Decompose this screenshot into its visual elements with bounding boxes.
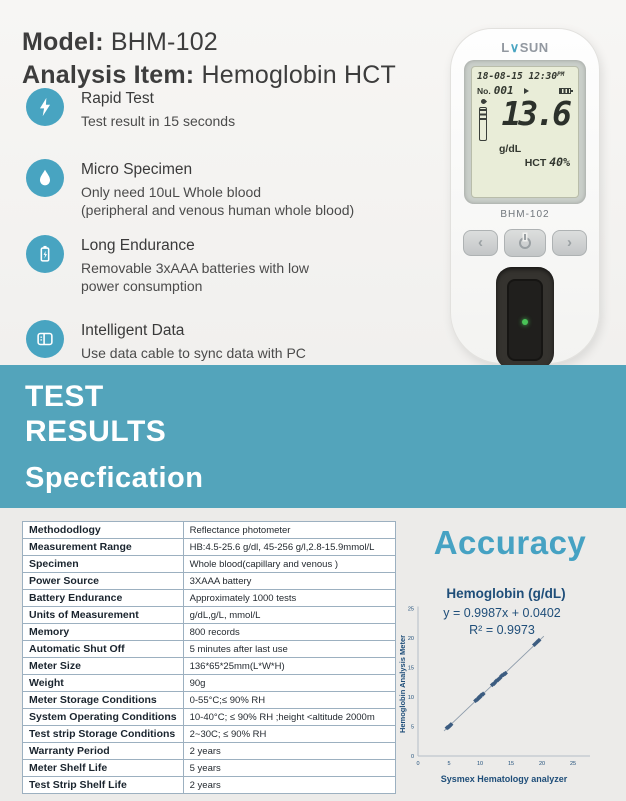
chart-title: Hemoglobin (g/dL) xyxy=(446,586,566,601)
device-buttons xyxy=(451,229,599,257)
lcd-no-value: 001 xyxy=(493,84,514,97)
model-label: Model: xyxy=(22,28,104,56)
y-tick-label: 0 xyxy=(410,754,414,760)
table-row xyxy=(23,607,396,624)
feature-line: Only need 10uL Whole blood xyxy=(81,184,262,201)
feature-text xyxy=(81,320,306,362)
analysis-item-value: Hemoglobin HCT xyxy=(201,60,397,89)
table-row xyxy=(23,743,396,760)
table-row xyxy=(23,590,396,607)
spec-row-label: Automatic Shut Off xyxy=(23,641,184,658)
model-line xyxy=(22,26,396,59)
x-tick-label: 25 xyxy=(569,761,577,767)
y-tick-label: 5 xyxy=(410,724,414,731)
feature-title: Intelligent Data xyxy=(81,321,185,339)
feature-line: Test result in 15 seconds xyxy=(81,113,236,129)
brand-accent: ∨ xyxy=(509,40,520,55)
spec-row-label: Test Strip Shelf Life xyxy=(23,777,184,794)
lcd-result-value: 13.6 xyxy=(501,94,569,133)
drop-icon xyxy=(26,159,64,197)
table-row xyxy=(23,692,396,709)
spec-row-label: Measurement Range xyxy=(23,539,184,556)
spec-row-value: Reflectance photometer xyxy=(183,522,395,539)
bottom-section xyxy=(0,508,626,801)
spec-row-label: Warranty Period xyxy=(23,743,184,760)
battery-icon xyxy=(26,235,64,273)
brand-logo xyxy=(451,40,599,56)
right-arrow-button: › xyxy=(552,230,587,256)
banner-results: RESULTS xyxy=(25,415,167,448)
table-row xyxy=(23,522,396,539)
x-tick-label: 0 xyxy=(416,761,420,767)
lcd-hct-row xyxy=(477,155,573,169)
banner xyxy=(0,365,626,508)
feature-item xyxy=(26,159,391,219)
x-tick-label: 15 xyxy=(507,761,515,767)
device-photo xyxy=(450,28,600,364)
table-row xyxy=(23,726,396,743)
spec-row-value: g/dL,g/L, mmol/L xyxy=(183,607,395,624)
spec-row-value: 10-40°C; ≤ 90% RH ;height <altitude 2000m xyxy=(183,709,395,726)
lcd-screen xyxy=(471,66,579,198)
spec-row-label: Power Source xyxy=(23,573,184,590)
feature-line: (peripheral and venous human whole blood) xyxy=(81,202,355,219)
spec-row-value: Approximately 1000 tests xyxy=(183,590,395,607)
feature-text xyxy=(81,235,309,295)
y-tick-label: 20 xyxy=(407,636,414,642)
feature-line: Removable 3xAAA batteries with low xyxy=(81,259,309,276)
feature-item xyxy=(26,320,391,362)
accuracy-chart xyxy=(398,584,602,794)
table-row xyxy=(23,709,396,726)
table-row xyxy=(23,675,396,692)
spec-row-value: HB:4.5-25.6 g/dl, 45-256 g/l,2.8-15.9mmol/L xyxy=(183,539,395,556)
top-section xyxy=(0,0,626,365)
spec-row-label: Weight xyxy=(23,675,184,692)
lcd-datetime xyxy=(477,71,573,82)
feature-list xyxy=(26,88,391,362)
spec-row-value: 90g xyxy=(183,675,395,692)
x-tick-label: 10 xyxy=(476,761,484,767)
y-tick-label: 10 xyxy=(407,695,414,701)
table-row xyxy=(23,539,396,556)
spec-table xyxy=(22,521,396,794)
device-model-text: BHM-102 xyxy=(500,209,550,220)
spec-row-label: Memory xyxy=(23,624,184,641)
device-body xyxy=(450,28,600,364)
y-axis-label: Hemoglobin Analysis Meter xyxy=(398,634,407,734)
power-button xyxy=(504,229,546,257)
spec-row-value: 2 years xyxy=(183,743,395,760)
y-tick-label: 15 xyxy=(407,665,414,672)
spec-row-label: Meter Shelf Life xyxy=(23,760,184,777)
speaker-icon xyxy=(524,88,529,94)
feature-item xyxy=(26,88,391,130)
x-axis-label: Sysmex Hematology analyzer xyxy=(440,774,568,784)
brand-suffix: SUN xyxy=(519,40,549,55)
model-value: BHM-102 xyxy=(110,28,218,56)
feature-title: Micro Specimen xyxy=(81,161,193,179)
lcd-time: 12:30 xyxy=(528,71,558,82)
spec-row-label: Meter Size xyxy=(23,658,184,675)
feature-text xyxy=(81,88,235,130)
spec-row-label: Battery Endurance xyxy=(23,590,184,607)
blood-drop-icon xyxy=(479,98,486,105)
lcd-date: 18-08-15 xyxy=(477,71,523,82)
spec-row-value: 2 years xyxy=(183,777,395,794)
table-row xyxy=(23,573,396,590)
spec-row-label: Units of Measurement xyxy=(23,607,184,624)
spec-row-label: Meter Storage Conditions xyxy=(23,692,184,709)
accuracy-title: Accuracy xyxy=(433,524,587,561)
spec-row-label: System Operating Conditions xyxy=(23,709,184,726)
brand-prefix: L xyxy=(501,40,510,55)
spec-row-value: 136*65*25mm(L*W*H) xyxy=(183,658,395,675)
data-icon xyxy=(26,320,64,358)
feature-text xyxy=(81,159,354,219)
spec-row-value: 5 years xyxy=(183,760,395,777)
left-arrow-button: ‹ xyxy=(463,230,498,256)
lightning-icon xyxy=(26,88,64,126)
table-row xyxy=(23,760,396,777)
table-row xyxy=(23,556,396,573)
table-row xyxy=(23,658,396,675)
lcd-unit: g/dL xyxy=(499,143,522,155)
scatter-chart xyxy=(398,584,602,794)
spec-row-value: Whole blood(capillary and venous ) xyxy=(183,556,395,573)
spec-row-label: Specimen xyxy=(23,556,184,573)
analysis-item-line xyxy=(22,59,396,92)
power-icon xyxy=(519,237,531,249)
lcd-main-row xyxy=(477,94,573,141)
x-tick-label: 5 xyxy=(447,761,451,767)
test-strip-icon xyxy=(479,107,487,141)
spec-row-value: 2~30C; ≤ 90% RH xyxy=(183,726,395,743)
battery-status-icon xyxy=(559,88,571,94)
feature-title: Rapid Test xyxy=(81,90,154,107)
lcd-meridiem: PM xyxy=(557,71,565,78)
page-title xyxy=(22,26,396,91)
analysis-item-label: Analysis Item: xyxy=(22,60,195,89)
x-tick-label: 20 xyxy=(538,761,546,767)
y-tick-label: 25 xyxy=(407,606,414,613)
lcd-bezel xyxy=(464,60,586,204)
chart-r-squared: R² = 0.9973 xyxy=(469,623,535,637)
spec-row-label: Methododlogy xyxy=(23,522,184,539)
strip-slot xyxy=(496,267,554,369)
lcd-hct-label: HCT xyxy=(524,157,547,169)
spec-row-label: Test strip Storage Conditions xyxy=(23,726,184,743)
table-row xyxy=(23,641,396,658)
feature-line: Use data cable to sync data with PC xyxy=(81,344,306,361)
spec-row-value: 3XAAA battery xyxy=(183,573,395,590)
lcd-no-label: No. xyxy=(477,85,491,96)
banner-test: TEST xyxy=(25,380,104,413)
table-row xyxy=(23,624,396,641)
lcd-hct-value: 40% xyxy=(549,155,570,169)
spec-row-value: 5 minutes after last use xyxy=(183,641,395,658)
banner-specification: Specfication xyxy=(25,462,204,494)
spec-row-value: 0-55°C;≤ 90% RH xyxy=(183,692,395,709)
feature-title: Long Endurance xyxy=(81,236,195,254)
status-led xyxy=(522,319,528,325)
feature-line: power consumption xyxy=(81,277,203,294)
chart-equation: y = 0.9987x + 0.0402 xyxy=(443,606,561,620)
table-row xyxy=(23,777,396,794)
feature-item xyxy=(26,235,391,295)
lcd-left-icons xyxy=(477,98,489,141)
spec-row-value: 800 records xyxy=(183,624,395,641)
